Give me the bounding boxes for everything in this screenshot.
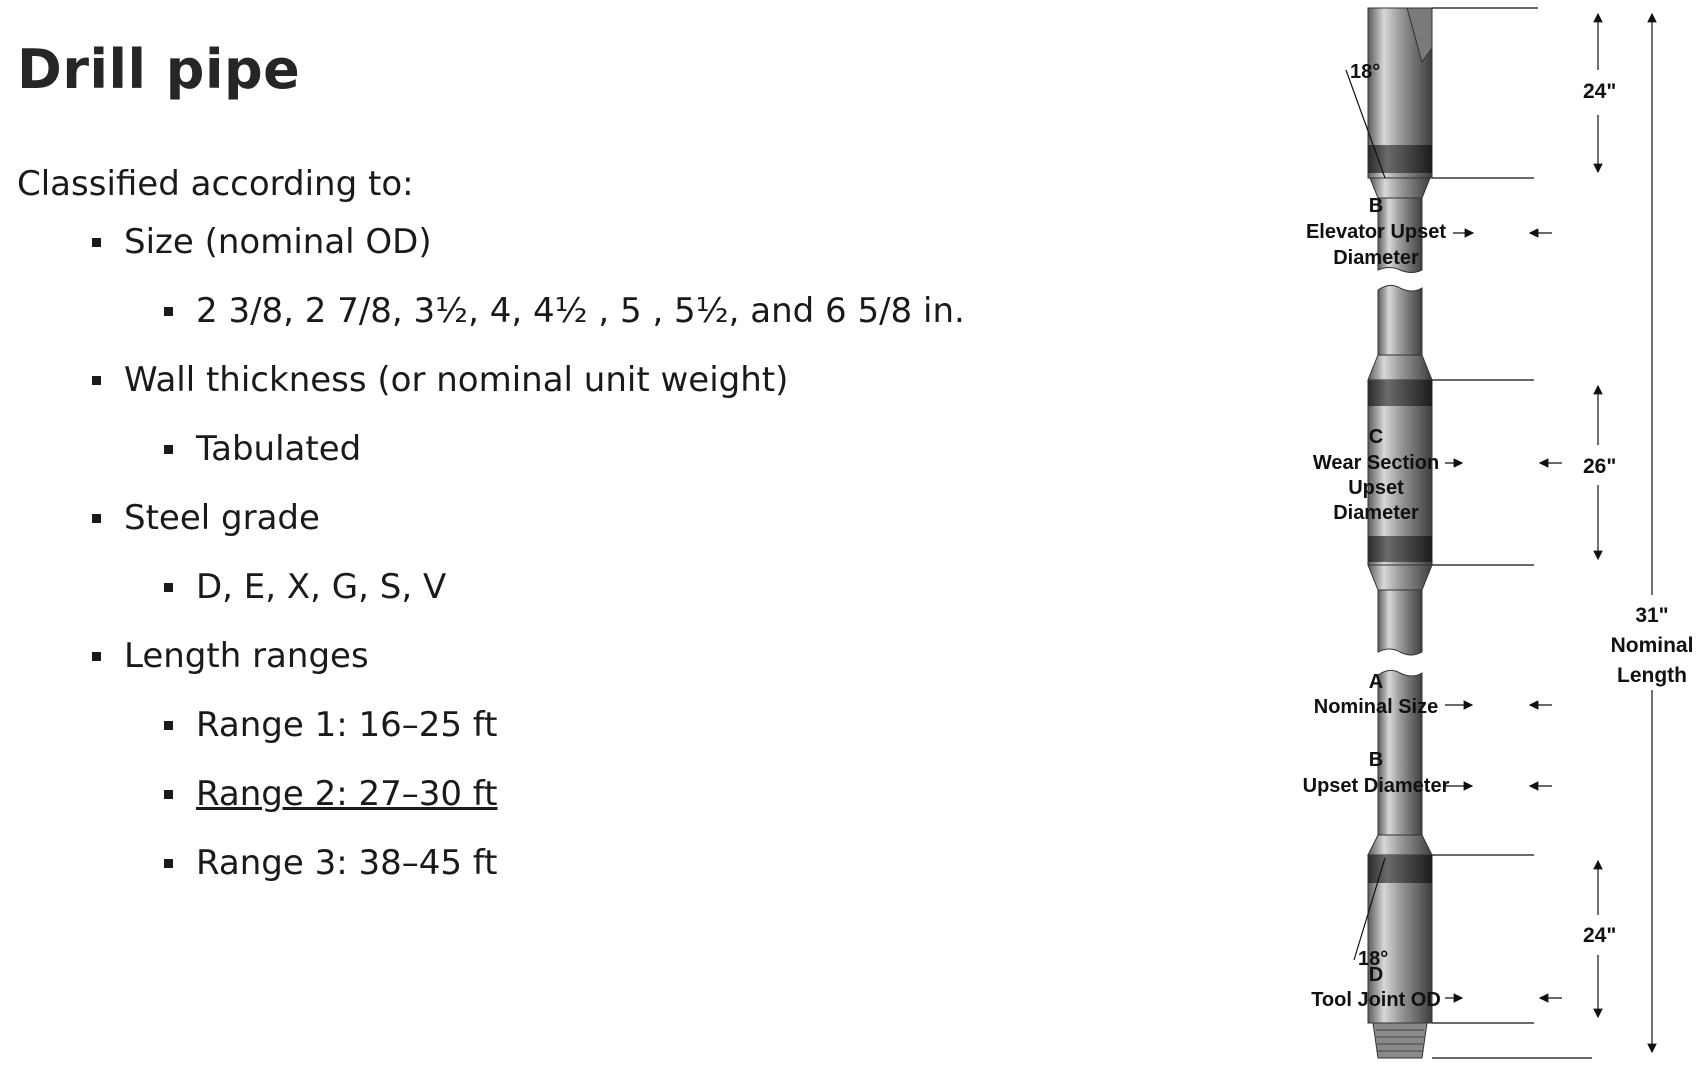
bullet-square-icon <box>164 790 173 799</box>
bullet-text: Range 3: 38–45 ft <box>196 843 498 883</box>
dim-top-label: 24" <box>1583 80 1617 103</box>
drill-pipe-diagram <box>1280 0 1700 1066</box>
bullet-text: Steel grade <box>124 498 320 538</box>
bullet-square-icon <box>92 238 101 247</box>
bullet-square-icon <box>164 859 173 868</box>
label-b-letter: B <box>1368 195 1384 217</box>
label-c-letter: C <box>1368 426 1384 448</box>
bullet-square-icon <box>164 307 173 316</box>
bullet-text-underlined: Range 2: 27–30 ft <box>196 774 498 814</box>
label-d-letter: D <box>1368 964 1384 986</box>
bullet-square-icon <box>164 445 173 454</box>
label-d-line1: Tool Joint OD <box>1311 989 1441 1011</box>
label-a-line1: Nominal Size <box>1313 696 1439 718</box>
bullet-square-icon <box>92 514 101 523</box>
page-title: Drill pipe <box>17 38 301 101</box>
label-c-line1: Wear Section <box>1312 452 1440 474</box>
bullet-text: Tabulated <box>196 429 362 469</box>
label-c-line2: Upset <box>1348 477 1404 499</box>
bullet-square-icon <box>164 721 173 730</box>
label-b2-line1: Upset Diameter <box>1302 775 1450 797</box>
bullet-text: 2 3/8, 2 7/8, 3½, 4, 4½ , 5 , 5½, and 6 5/8 in. <box>196 291 965 331</box>
bullet-text: Length ranges <box>124 636 369 676</box>
bullet-square-icon <box>164 583 173 592</box>
bullet-text: Range 1: 16–25 ft <box>196 705 498 745</box>
label-b-line1: Elevator Upset <box>1305 221 1447 243</box>
bullet-square-icon <box>92 652 101 661</box>
overall-length-value: 31" <box>1635 604 1669 627</box>
dim-middle-label: 26" <box>1583 455 1617 478</box>
intro-text: Classified according to: <box>17 164 414 204</box>
bottom-angle-label: 18° <box>1358 948 1389 970</box>
overall-length-word1: Nominal <box>1610 634 1694 657</box>
label-c-line3: Diameter <box>1333 502 1419 524</box>
overall-length-word2: Length <box>1617 664 1687 687</box>
label-b-line2: Diameter <box>1333 247 1419 269</box>
dim-bottom-label: 24" <box>1583 924 1617 947</box>
bullet-text: Wall thickness (or nominal unit weight) <box>124 360 789 400</box>
label-a-letter: A <box>1368 671 1384 693</box>
bullet-square-icon <box>92 376 101 385</box>
top-angle-label: 18° <box>1350 61 1381 83</box>
label-b2-letter: B <box>1368 749 1384 771</box>
bullet-text: Size (nominal OD) <box>124 222 432 262</box>
bullet-text: D, E, X, G, S, V <box>196 567 447 607</box>
